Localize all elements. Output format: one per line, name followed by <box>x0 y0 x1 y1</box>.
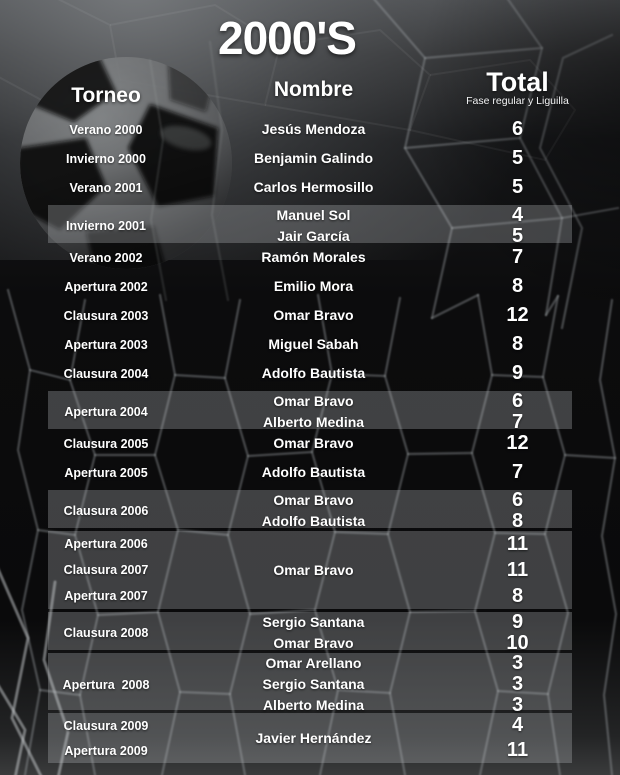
total-cell <box>415 429 620 458</box>
player-name: Adolfo Bautista <box>261 464 366 480</box>
page-title: 2000'S <box>218 12 356 64</box>
nombre-cell <box>212 612 415 654</box>
nombre-cell <box>212 458 415 487</box>
total-value: 8 <box>511 584 524 607</box>
player-name: Miguel Sabah <box>268 336 359 352</box>
total-value: 3 <box>511 652 524 674</box>
total-cell <box>415 359 620 388</box>
table-row <box>0 144 620 173</box>
total-value: 6 <box>511 489 524 511</box>
player-name: Sergio Santana <box>262 614 365 630</box>
torneo-cell <box>0 144 212 173</box>
player-name: Manuel Sol <box>276 207 351 223</box>
total-cell <box>415 115 620 144</box>
player-name: Omar Bravo <box>273 307 354 323</box>
total-value: 7 <box>511 246 524 268</box>
nombre-cell <box>212 272 415 301</box>
torneo-label: Verano 2002 <box>69 250 143 265</box>
table-row <box>0 330 620 359</box>
table-row <box>0 115 620 144</box>
torneo-cell <box>0 391 212 433</box>
total-value: 5 <box>511 176 524 198</box>
torneo-cell <box>0 330 212 359</box>
total-value: 11 <box>506 558 529 581</box>
total-value: 6 <box>511 390 524 412</box>
torneo-cell <box>0 713 212 763</box>
total-cell <box>415 391 620 433</box>
table-row <box>0 301 620 330</box>
player-name: Omar Bravo <box>273 561 354 578</box>
total-cell <box>415 301 620 330</box>
torneo-label: Clausura 2003 <box>63 308 149 323</box>
torneo-label: Invierno 2001 <box>66 219 146 233</box>
column-header-total: Total <box>486 67 549 97</box>
player-name: Omar Bravo <box>273 435 354 451</box>
nombre-cell <box>212 391 415 433</box>
torneo-cell <box>0 653 212 716</box>
nombre-cell <box>212 359 415 388</box>
player-name: Adolfo Bautista <box>261 513 366 529</box>
torneo-label: Verano 2000 <box>69 122 143 137</box>
nombre-cell <box>212 243 415 272</box>
column-headers <box>0 62 620 112</box>
total-value: 6 <box>511 118 524 140</box>
player-name: Omar Bravo <box>273 492 354 508</box>
total-cell <box>415 173 620 202</box>
nombre-cell <box>212 653 415 716</box>
player-name: Adolfo Bautista <box>261 365 366 381</box>
total-value: 9 <box>511 362 524 384</box>
total-cell <box>415 531 620 609</box>
torneo-label: Apertura 2008 <box>62 677 150 692</box>
nombre-cell <box>212 713 415 763</box>
torneo-label: Apertura 2005 <box>64 465 148 480</box>
table-row <box>0 489 620 532</box>
total-value: 8 <box>511 510 524 532</box>
column-header-torneo: Torneo <box>71 84 141 107</box>
player-name: Carlos Hermosillo <box>253 179 374 195</box>
table-row <box>0 173 620 202</box>
torneo-cell <box>0 205 212 247</box>
nombre-cell <box>212 173 415 202</box>
table-row <box>0 272 620 301</box>
torneo-label: Clausura 2007 <box>63 563 149 577</box>
table-row <box>0 204 620 247</box>
table-row <box>0 458 620 487</box>
table-row <box>0 531 620 609</box>
total-value: 9 <box>511 611 524 633</box>
total-value: 5 <box>511 147 524 169</box>
torneo-cell <box>0 173 212 202</box>
total-value: 12 <box>506 304 529 326</box>
table-row <box>0 359 620 388</box>
player-name: Alberto Medina <box>262 414 365 430</box>
nombre-cell <box>212 205 415 247</box>
total-value: 8 <box>511 333 524 355</box>
torneo-cell <box>0 612 212 654</box>
torneo-label: Apertura 2003 <box>64 337 148 352</box>
nombre-cell <box>212 490 415 532</box>
torneo-cell <box>0 301 212 330</box>
total-value: 4 <box>511 714 524 736</box>
nombre-cell <box>212 115 415 144</box>
player-name: Omar Arellano <box>265 655 362 671</box>
total-cell <box>415 272 620 301</box>
total-value: 10 <box>506 632 529 654</box>
player-name: Benjamin Galindo <box>253 150 373 166</box>
total-value: 3 <box>511 673 524 695</box>
table-row <box>0 243 620 272</box>
player-name: Alberto Medina <box>262 697 365 713</box>
torneo-label: Clausura 2009 <box>63 718 149 733</box>
nombre-cell <box>212 330 415 359</box>
torneo-cell <box>0 272 212 301</box>
torneo-label: Invierno 2000 <box>66 151 146 166</box>
player-name: Sergio Santana <box>262 676 365 692</box>
table-row <box>0 713 620 763</box>
column-header-nombre: Nombre <box>273 78 354 101</box>
total-cell <box>415 144 620 173</box>
table-row <box>0 611 620 654</box>
player-name: Jesús Mendoza <box>261 121 366 137</box>
torneo-label: Verano 2001 <box>69 180 143 195</box>
nombre-cell <box>212 144 415 173</box>
player-name: Javier Hernández <box>255 729 372 746</box>
total-cell <box>415 713 620 763</box>
torneo-label: Clausura 2008 <box>63 626 149 640</box>
torneo-label: Apertura 2006 <box>64 537 148 551</box>
total-cell <box>415 330 620 359</box>
stats-table <box>0 115 620 763</box>
player-name: Emilio Mora <box>273 278 354 294</box>
torneo-label: Apertura 2004 <box>64 405 148 419</box>
total-cell <box>415 612 620 654</box>
torneo-label: Clausura 2005 <box>63 436 149 451</box>
table-row <box>0 652 620 716</box>
nombre-cell <box>212 301 415 330</box>
torneo-cell <box>0 243 212 272</box>
total-value: 5 <box>511 225 524 247</box>
total-value: 7 <box>511 461 524 483</box>
nombre-cell <box>212 429 415 458</box>
torneo-label: Apertura 2007 <box>64 589 148 603</box>
total-value: 7 <box>511 411 524 433</box>
total-value: 11 <box>506 532 529 555</box>
nombre-cell <box>212 531 415 609</box>
torneo-cell <box>0 490 212 532</box>
torneo-label: Apertura 2002 <box>64 279 148 294</box>
torneo-cell <box>0 359 212 388</box>
column-header-total-group <box>415 62 620 112</box>
total-value: 4 <box>511 204 524 226</box>
total-value: 11 <box>506 739 529 761</box>
torneo-cell <box>0 429 212 458</box>
torneo-cell <box>0 458 212 487</box>
player-name: Jair García <box>277 228 350 244</box>
torneo-cell <box>0 531 212 609</box>
total-cell <box>415 653 620 716</box>
torneo-cell <box>0 115 212 144</box>
total-cell <box>415 205 620 247</box>
total-cell <box>415 243 620 272</box>
total-value: 3 <box>511 694 524 716</box>
total-value: 8 <box>511 275 524 297</box>
player-name: Omar Bravo <box>273 635 354 651</box>
column-header-total-subtitle: Fase regular y Liguilla <box>466 95 569 107</box>
torneo-label: Clausura 2004 <box>63 366 149 381</box>
table-row <box>0 429 620 458</box>
total-value: 12 <box>506 432 529 454</box>
torneo-label: Apertura 2009 <box>64 743 148 758</box>
total-cell <box>415 458 620 487</box>
torneo-label: Clausura 2006 <box>63 504 149 518</box>
total-cell <box>415 490 620 532</box>
player-name: Omar Bravo <box>273 393 354 409</box>
table-row <box>0 390 620 433</box>
player-name: Ramón Morales <box>261 249 366 265</box>
